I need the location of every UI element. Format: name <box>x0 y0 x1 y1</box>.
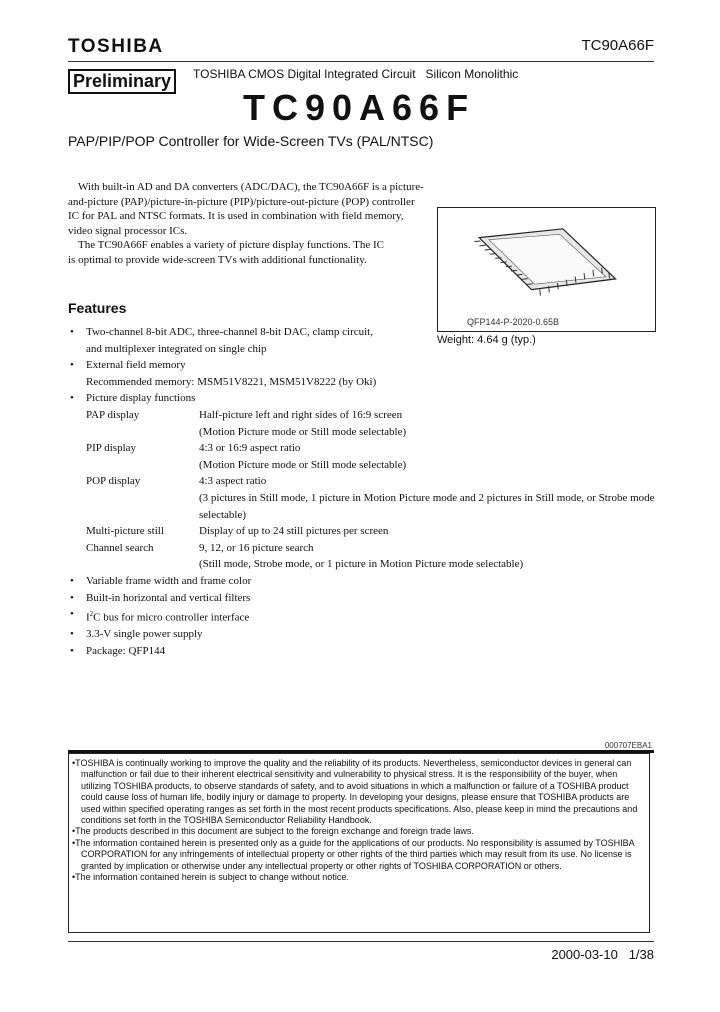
header-part-number: TC90A66F <box>581 37 654 54</box>
list-item: • $I^2C$ bus for micro controller interface <box>68 606 658 626</box>
product-line: PAP/PIP/POP Controller for Wide-Screen TVs (PAL/NTSC) <box>68 133 434 149</box>
issue-date: 2000-03-10 <box>551 947 618 962</box>
legal-item: •The information contained herein is subject to change without notice. <box>72 872 349 883</box>
mode-name: Multi-picture still <box>86 525 164 538</box>
page-number: 1/38 <box>628 947 654 962</box>
mode-desc: 4:3 aspect ratio (3 pictures in Still mode, 1 picture in Motion Picture mode and 2 pictures in Still mode, or Strobe mode selectable) <box>199 475 655 521</box>
list-item: • Package: QFP144 <box>68 643 658 660</box>
mode-desc: Display of up to 24 still pictures per screen <box>199 525 389 538</box>
preliminary-badge: Preliminary <box>68 69 176 94</box>
features-heading: Features <box>68 300 127 316</box>
mode-desc: 4:3 or 16:9 aspect ratio (Motion Picture mode or Still mode selectable) <box>199 442 407 471</box>
legal-item: •TOSHIBA is continually working to improve the quality and the reliability of its products. Nevertheless, semiconductor devices in general can malfunction or fail due to their inherent electrical sensitivity and vulnerability to physical stress. It is the responsibility of the buyer, when utilizing TOSHIBA products, to observe standards of safety, and to avoid situations in which a malfunction or failure of a TOSHIBA product could cause loss of human life, bodily injury or damage to property. In developing your designs, please ensure that TOSHIBA products are used within specified operating ranges as set forth in the most recent products specifications. Also, please keep in mind the precautions and conditions set forth in the TOSHIBA Semiconductor Reliability Handbook. <box>72 758 638 826</box>
display-modes-table <box>86 407 658 573</box>
list-item: • Variable frame width and frame color <box>68 573 658 590</box>
legal-notice <box>68 753 650 933</box>
mode-name: PIP display <box>86 442 137 455</box>
mode-name: POP display <box>86 475 141 488</box>
mode-desc: 9, 12, or 16 picture search (Still mode, Strobe mode, or 1 picture in Motion Picture mode selectable) <box>199 541 524 571</box>
intro-paragraph: The TC90A66F enables a variety of picture display functions. The IC is optimal to provide wide-screen TVs with additional functionality. <box>68 239 384 266</box>
package-label: QFP144-P-2020-0.65B <box>467 317 560 327</box>
legal-item: •The products described in this document are subject to the foreign exchange and foreign trade laws. <box>72 826 474 837</box>
features-list <box>68 324 658 660</box>
mode-name: Channel search <box>86 541 154 554</box>
package-image-frame <box>437 207 656 332</box>
recommended-memory: Recommended memory: MSM51V8221, MSM51V8222 (by Oki) <box>86 375 377 388</box>
bottom-rule <box>68 941 654 942</box>
date-and-page <box>551 947 654 962</box>
intro-paragraph: With built-in AD and DA converters (ADC/DAC), the TC90A66F is a picture-and-picture (PAP)/picture-in-picture (PIP)/picture-out-picture (POP) controller IC for PAL and NTSC formats. It is used in combination with field memory, video signal processor ICs. <box>68 181 424 237</box>
mode-name: PAP display <box>86 408 140 421</box>
device-subtitle: TOSHIBA CMOS Digital Integrated Circuit Silicon Monolithic <box>193 67 519 81</box>
list-item: • Built-in horizontal and vertical filters <box>68 590 658 607</box>
page-title: TC90A66F <box>243 87 476 128</box>
legal-item: •The information contained herein is presented only as a guide for the applications of our products. No responsibility is assumed by TOSHIBA CORPORATION for any infringements of intellectual property or other rights of the third parties which may result from its use. No license is granted by implication or otherwise under any intellectual property or other rights of TOSHIBA CORPORATION or others. <box>72 837 635 871</box>
qfp-package-image <box>438 208 655 331</box>
mode-desc: Half-picture left and right sides of 16:9 screen (Motion Picture mode or Still mode selectable) <box>199 408 407 438</box>
header-rule <box>68 61 654 62</box>
list-item: • 3.3-V single power supply <box>68 626 658 643</box>
toshiba-logo: TOSHIBA <box>68 36 164 57</box>
list-item: • External field memory Recommended memory: MSM51V8221, MSM51V8222 (by Oki) <box>68 357 658 390</box>
list-item: • Picture display functions PAP display Half-picture left and right sides of 16:9 screen (Motion Picture mode or Still mode selectable) PIP display 4:3 or 16:9 aspect ratio (Motion Picture mode or Still mode selectable) POP display 4:3 aspect ratio (3 pictures in Still mode, 1 picture in Motion Picture mode and 2 pictures in Still mode, or Strobe mode selectable) Multi-picture still Display of up to 24 still pictures per screen Channel search 9, 12, or 16 picture search (Still mode, Strobe mode, or 1 picture in Motion Picture mode selectable) <box>68 390 658 573</box>
package-weight: Weight: 4.64 g (typ.) <box>437 334 536 346</box>
list-item: • Two-channel 8-bit ADC, three-channel 8-bit DAC, clamp circuit, and multiplexer integrated on single chip <box>68 324 658 357</box>
document-code: 000707EBA1 <box>604 741 652 750</box>
